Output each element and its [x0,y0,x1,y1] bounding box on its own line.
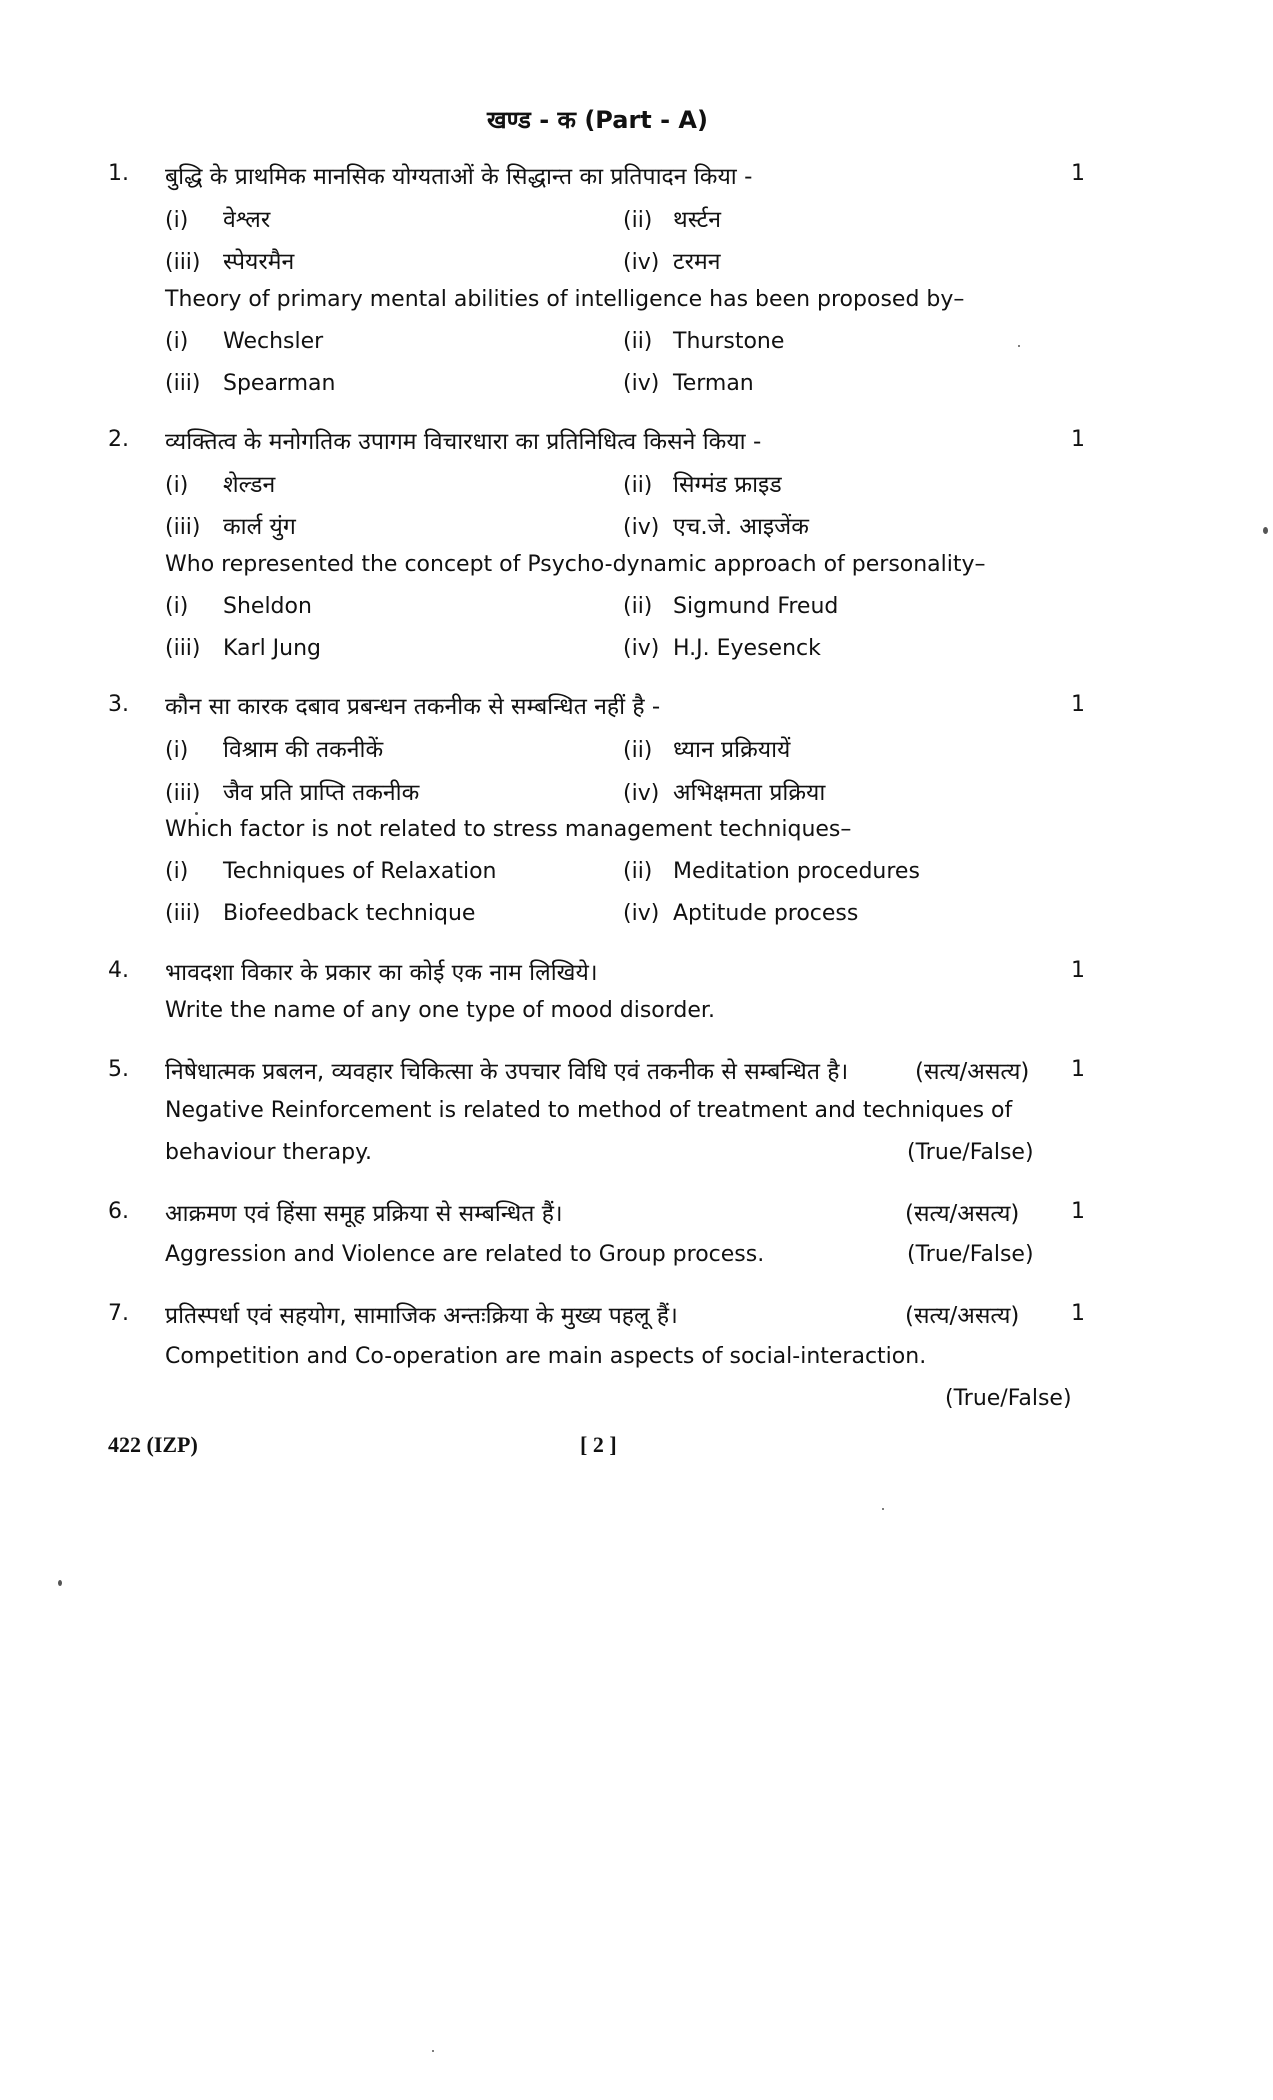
option-number: (iv) [623,636,660,661]
option-text: अभिक्षमता प्रक्रिया [673,780,826,806]
option-text: टरमन [673,249,721,275]
hindi-option [623,467,782,499]
question-marks: 1 [1071,161,1085,186]
option-number: (iii) [165,515,201,540]
option-number: (iv) [623,515,660,540]
scan-speck [1263,527,1268,534]
option-text: थर्स्टन [673,207,722,233]
option-text: वेश्लर [223,207,271,233]
section-heading: खण्ड - क (Part - A) [487,106,708,134]
hindi-option [623,509,809,541]
option-text: विश्राम की तकनीकें [223,737,384,763]
option-number: (iv) [623,781,660,806]
english-option [623,901,858,926]
question-hindi-text: बुद्धि के प्राथमिक मानसिक योग्यताओं के सिद्धान्त का प्रतिपादन किया - [165,164,753,190]
scan-speck [432,2050,434,2052]
hindi-option [623,202,721,234]
question-english-text: Competition and Co-operation are main aspects of social-interaction. [165,1344,927,1369]
option-number: (ii) [623,738,653,763]
question-hindi-text: आक्रमण एवं हिंसा समूह प्रक्रिया से सम्बन्धित हैं। [165,1201,563,1227]
option-text: Biofeedback technique [223,901,476,926]
option-number: (ii) [623,859,653,884]
hindi-option [623,775,825,807]
question-number: 7. [108,1301,129,1326]
question-marks: 1 [1071,1057,1085,1082]
option-text: जैव प्रति प्राप्ति तकनीक [223,780,420,806]
english-option [623,594,838,619]
hindi-answer-choice: (सत्य/असत्य) [905,1201,1020,1227]
question-marks: 1 [1071,958,1085,983]
option-text: Wechsler [223,329,324,354]
hindi-answer-choice: (सत्य/असत्य) [915,1059,1030,1085]
option-number: (iii) [165,250,201,275]
option-text: Terman [673,371,754,396]
option-number: (ii) [623,329,653,354]
english-answer-choice: (True/False) [945,1386,1072,1411]
option-number: (i) [165,859,189,884]
question-number: 1. [108,161,129,186]
question-number: 2. [108,427,129,452]
option-text: ध्यान प्रक्रियायें [673,737,791,763]
question-marks: 1 [1071,692,1085,717]
option-text: Spearman [223,371,336,396]
hindi-option [165,509,296,541]
english-option [623,329,784,354]
question-hindi-text: निषेधात्मक प्रबलन, व्यवहार चिकित्सा के उपचार विधि एवं तकनीक से सम्बन्धित है। [165,1059,849,1085]
scan-speck [882,1508,884,1510]
question-hindi-text: व्यक्तित्व के मनोगतिक उपागम विचारधारा का प्रतिनिधित्व किसने किया - [165,429,762,455]
question-number: 4. [108,958,129,983]
scan-speck [58,1580,62,1586]
question-english-text: Theory of primary mental abilities of intelligence has been proposed by– [165,287,965,312]
option-text: Thurstone [673,329,785,354]
option-number: (iv) [623,250,660,275]
english-option [165,329,323,354]
hindi-option [623,244,721,276]
question-marks: 1 [1071,1301,1085,1326]
option-text: Sheldon [223,594,312,619]
hindi-option [165,244,294,276]
english-answer-choice: (True/False) [907,1140,1034,1165]
english-option [165,859,497,884]
option-text: Techniques of Relaxation [223,859,497,884]
question-hindi-text: कौन सा कारक दबाव प्रबन्धन तकनीक से सम्बन्धित नहीं है - [165,694,661,720]
option-number: (iii) [165,901,201,926]
option-number: (iv) [623,371,660,396]
english-option [165,371,335,396]
option-number: (ii) [623,473,653,498]
option-number: (i) [165,329,189,354]
english-option [165,901,475,926]
option-number: (i) [165,473,189,498]
option-text: H.J. Eyesenck [673,636,821,661]
question-english-text: Aggression and Violence are related to Group process. [165,1242,765,1267]
question-english-text-continued: behaviour therapy. [165,1140,372,1165]
option-text: शेल्डन [223,472,276,498]
option-number: (iii) [165,371,201,396]
hindi-option [165,732,383,764]
hindi-option [165,467,275,499]
hindi-option [165,775,419,807]
english-option [623,371,754,396]
option-number: (iii) [165,636,201,661]
question-number: 6. [108,1199,129,1224]
question-english-text: Which factor is not related to stress management techniques– [165,817,852,842]
question-marks: 1 [1071,1199,1085,1224]
question-hindi-text: भावदशा विकार के प्रकार का कोई एक नाम लिखिये। [165,960,598,986]
english-answer-choice: (True/False) [907,1242,1034,1267]
option-number: (i) [165,208,189,233]
english-option [165,636,321,661]
option-number: (iv) [623,901,660,926]
option-text: Aptitude process [673,901,859,926]
scan-speck [1018,345,1020,347]
question-marks: 1 [1071,427,1085,452]
option-number: (ii) [623,594,653,619]
option-text: स्पेयरमैन [223,249,295,275]
question-number: 3. [108,692,129,717]
option-text: सिग्मंड फ्राइड [673,472,782,498]
option-number: (i) [165,594,189,619]
page-number: [ 2 ] [580,1432,617,1457]
option-text: Karl Jung [223,636,322,661]
question-english-text: Who represented the concept of Psycho-dynamic approach of personality– [165,552,986,577]
paper-code: 422 (IZP) [108,1432,198,1457]
question-number: 5. [108,1057,129,1082]
hindi-answer-choice: (सत्य/असत्य) [905,1303,1020,1329]
option-text: एच.जे. आइजेंक [673,514,809,540]
option-number: (ii) [623,208,653,233]
option-text: कार्ल युंग [223,514,296,540]
scan-speck [195,812,198,815]
hindi-option [165,202,270,234]
english-option [623,636,821,661]
hindi-option [623,732,790,764]
option-text: Sigmund Freud [673,594,839,619]
english-option [623,859,920,884]
option-number: (i) [165,738,189,763]
question-english-text: Negative Reinforcement is related to method of treatment and techniques of [165,1098,1013,1123]
option-text: Meditation procedures [673,859,920,884]
question-english-text: Write the name of any one type of mood disorder. [165,998,715,1023]
option-number: (iii) [165,781,201,806]
english-option [165,594,312,619]
question-hindi-text: प्रतिस्पर्धा एवं सहयोग, सामाजिक अन्तःक्रिया के मुख्य पहलू हैं। [165,1303,678,1329]
